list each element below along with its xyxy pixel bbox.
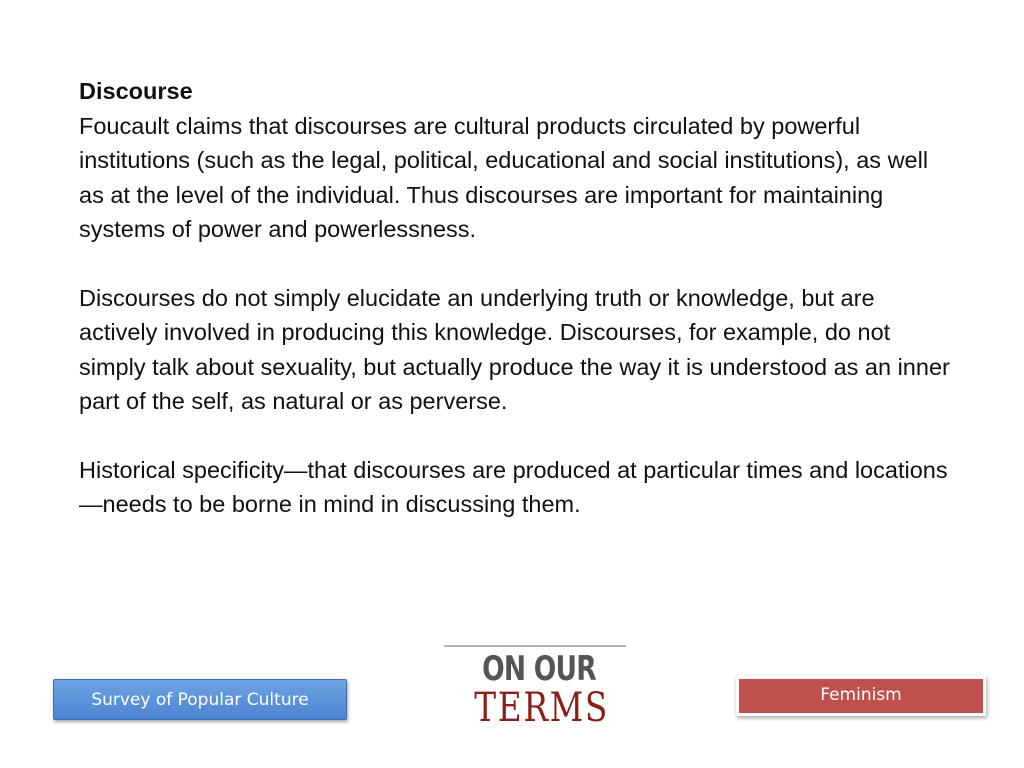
slide-body: [79, 74, 959, 522]
feminism-button-label: Feminism: [820, 685, 902, 705]
logo-line-on-our: ON OUR: [482, 649, 596, 689]
feminism-button-face: [739, 679, 983, 713]
feminism-button[interactable]: [736, 676, 986, 716]
survey-button-label: Survey of Popular Culture: [91, 689, 309, 710]
logo-rule: [444, 645, 626, 647]
paragraph-foucault-claims: Foucault claims that discourses are cultural products circulated by powerful institutions (such as the legal, political, educational and social institutions), as well as at the level of the individual. Thus discourses are important for maintaining systems of power and powerlessness.: [79, 112, 929, 242]
slide-heading: Discourse: [79, 78, 193, 104]
on-our-terms-logo: [444, 645, 626, 733]
paragraph-discourses-produce-knowledge: Discourses do not simply elucidate an underlying truth or knowledge, but are actively involved in producing this knowledge. Discourses, for example, do not simply talk about sexuality, but actually produce the way it is understood as an inner part of the self, as natural or as perverse.: [79, 284, 950, 414]
survey-of-popular-culture-button[interactable]: [53, 679, 347, 720]
paragraph-historical-specificity: Historical specificity—that discourses are produced at particular times and locations—needs to be borne in mind in discussing them.: [79, 456, 948, 517]
logo-line-terms: TERMS: [474, 685, 609, 731]
